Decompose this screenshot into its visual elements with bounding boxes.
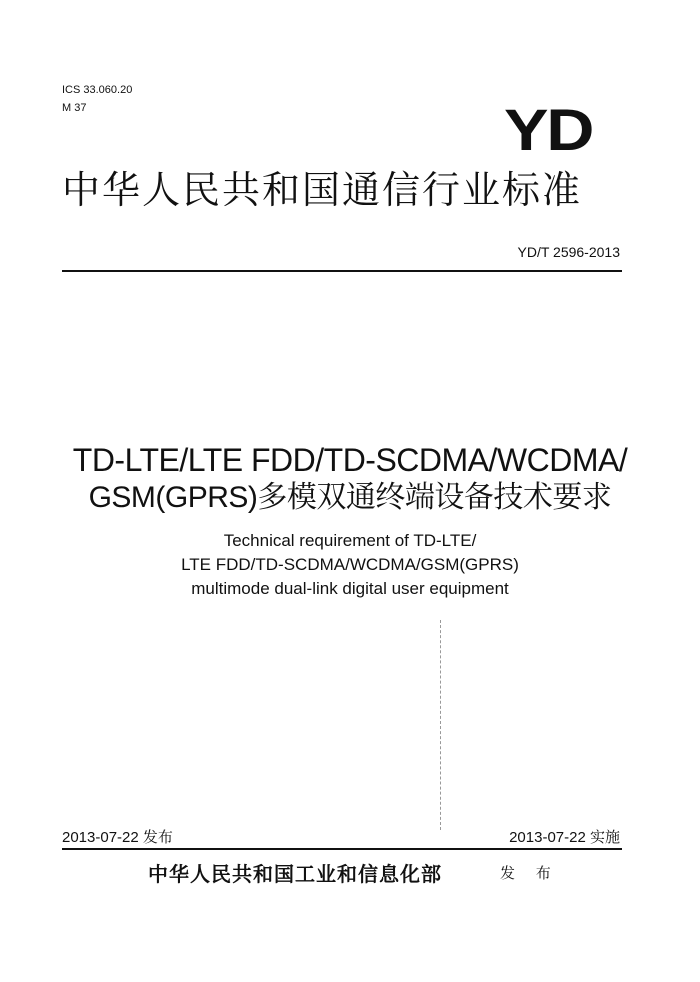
english-title-line3: multimode dual-link digital user equipment bbox=[191, 579, 509, 598]
implement-date: 2013-07-22 实施 bbox=[509, 829, 620, 846]
document-title-line1: TD-LTE/LTE FDD/TD-SCDMA/WCDMA/ bbox=[72, 442, 628, 478]
standard-number: YD/T 2596-2013 bbox=[517, 244, 620, 260]
document-title-line2: GSM(GPRS)多模双通终端设备技术要求 bbox=[88, 481, 612, 514]
publish-date: 2013-07-22 发布 bbox=[62, 829, 173, 846]
issuing-authority: 中华人民共和国工业和信息化部 bbox=[148, 862, 442, 886]
bottom-divider bbox=[62, 848, 622, 850]
yd-logo: YD bbox=[504, 98, 593, 163]
top-divider bbox=[62, 270, 622, 272]
ccs-code: M 37 bbox=[62, 102, 87, 114]
english-title-line2: LTE FDD/TD-SCDMA/WCDMA/GSM(GPRS) bbox=[181, 555, 519, 574]
ics-code: ICS 33.060.20 bbox=[62, 84, 133, 96]
scan-artifact-line bbox=[440, 620, 441, 830]
issue-label: 发 布 bbox=[500, 864, 559, 882]
standard-category-title: 中华人民共和国通信行业标准 bbox=[62, 168, 583, 212]
english-title-line1: Technical requirement of TD-LTE/ bbox=[223, 531, 477, 550]
